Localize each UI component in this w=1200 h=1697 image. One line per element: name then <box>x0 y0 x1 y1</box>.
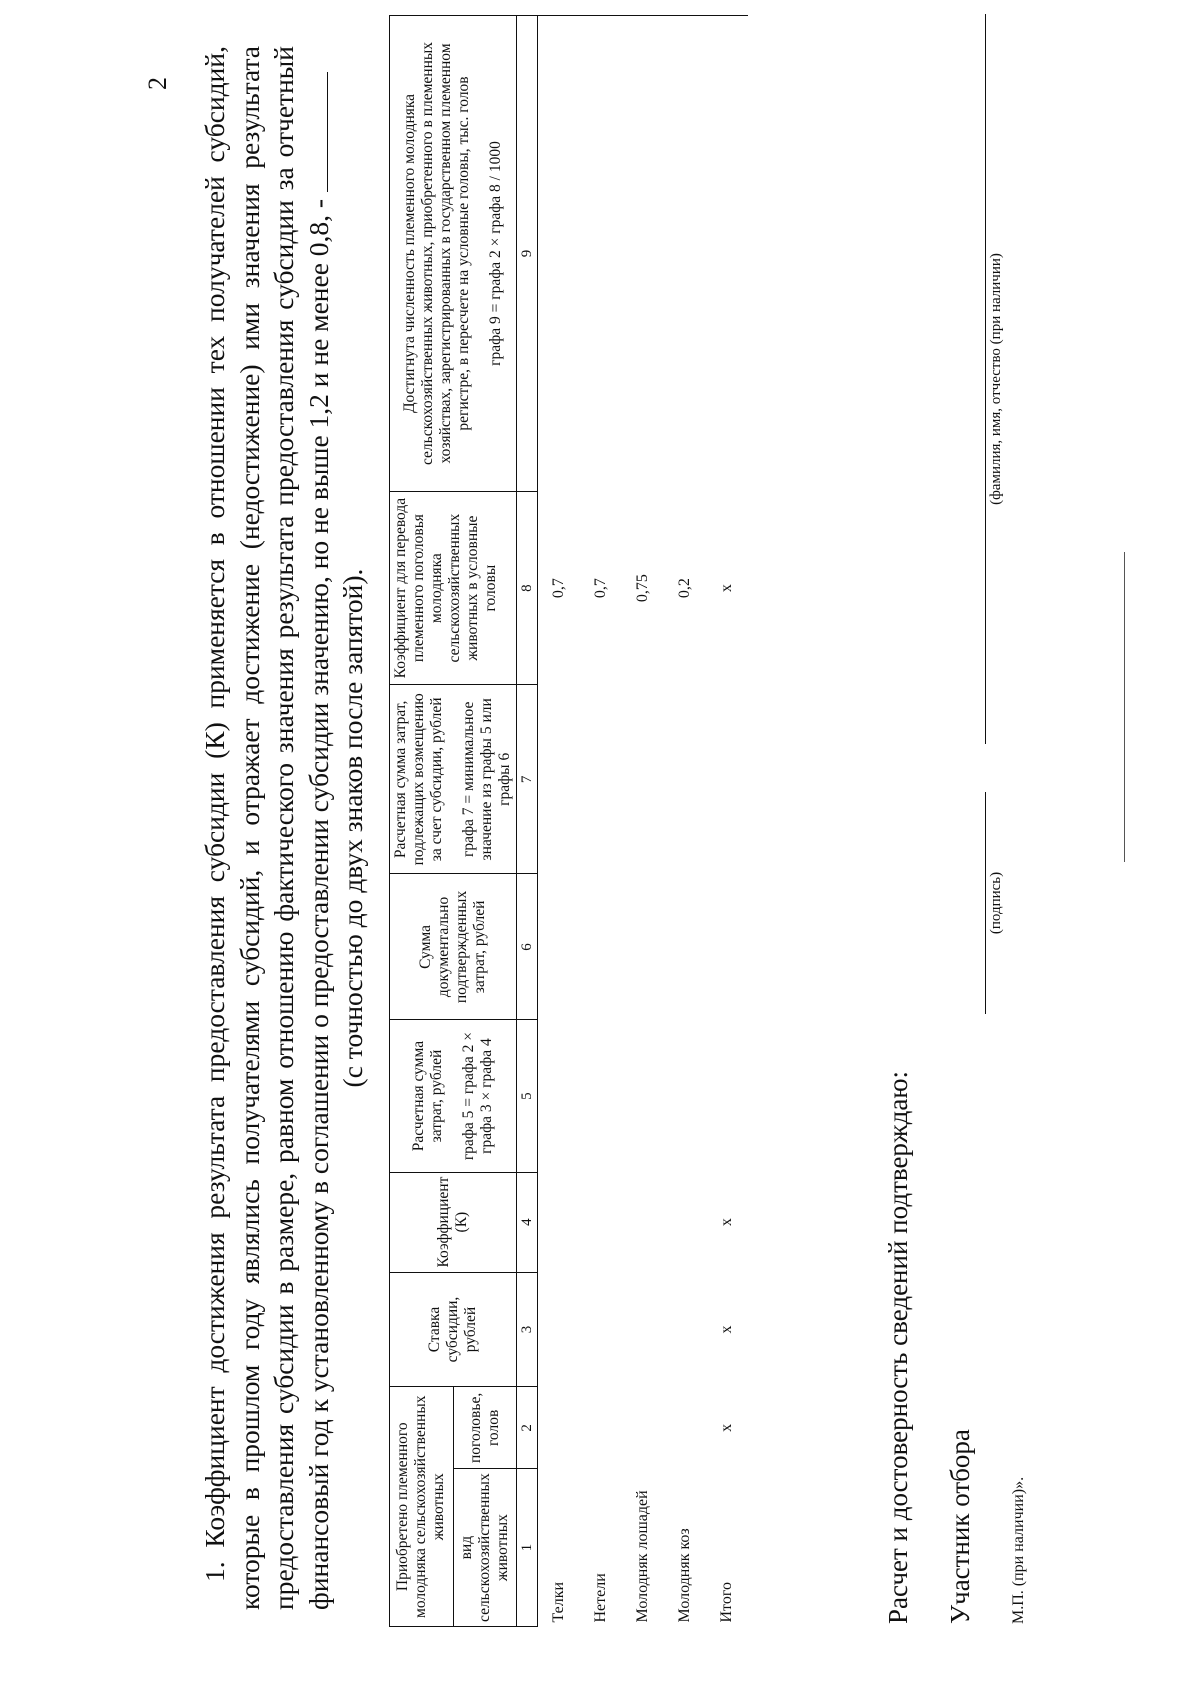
name-label: (фамилия, имя, отчество (при наличии) <box>988 253 1004 505</box>
row-coefficient <box>622 1172 664 1272</box>
table-row-total <box>706 16 748 1627</box>
row-coefficient <box>664 1172 706 1272</box>
header-documented-costs: Сумма документально подтвержденных затрат, рублей <box>390 874 517 1020</box>
column-number: 3 <box>517 1272 538 1387</box>
column-number: 4 <box>517 1172 538 1272</box>
row-coefficient <box>538 1172 581 1272</box>
column-number: 1 <box>517 1469 538 1627</box>
row-head-count: x <box>718 1423 735 1432</box>
calculation-table <box>389 15 748 1627</box>
header-coefficient: Коэффициент (К) <box>390 1172 517 1272</box>
table-row <box>664 16 706 1627</box>
header-achieved-number <box>390 16 517 492</box>
header-achieved-number-formula: графа 9 = графа 2 × графа 8 / 1000 <box>487 141 504 366</box>
header-reimbursable-costs-formula: графа 7 = минимальное значение из графы 5 или графы 6 <box>460 698 513 861</box>
precision-note: (с точностью до двух знаков после запятой). <box>337 568 368 1088</box>
header-subsidy-rate: Ставка субсидии, рублей <box>390 1272 517 1387</box>
row-coefficient: x <box>718 1218 735 1227</box>
row-head-count <box>580 1387 622 1469</box>
row-animal-name: Молодняк лошадей <box>634 1490 651 1623</box>
row-subsidy-rate <box>622 1272 664 1387</box>
column-number: 6 <box>517 874 538 1020</box>
row-animal-name: Телки <box>550 1581 567 1623</box>
header-reimbursable-costs-label: Расчетная сумма затрат, подлежащих возмещению за счет субсидии, рублей <box>392 693 445 866</box>
row-subsidy-rate: x <box>718 1325 735 1334</box>
column-number-row <box>517 16 538 1627</box>
coefficient-paragraph <box>198 46 371 1610</box>
row-conversion-coefficient: 0,7 <box>550 578 567 599</box>
row-subsidy-rate <box>538 1272 581 1387</box>
page-number: 2 <box>143 77 172 90</box>
header-achieved-number-label: Достигнута численность племенного молодняка сельскохозяйственных животных, приобретенного в племенных хозяйствах, зарегистрированных в государственном племенном регистре, в пересчете на условные головы, тыс. голов <box>401 41 472 466</box>
row-subsidy-rate <box>664 1272 706 1387</box>
header-estimated-costs <box>390 1020 517 1172</box>
signature-label: (подпись) <box>988 871 1004 935</box>
row-subsidy-rate <box>580 1272 622 1387</box>
row-conversion-coefficient: 0,7 <box>592 578 609 599</box>
row-head-count <box>664 1387 706 1469</box>
coefficient-blank <box>327 72 328 192</box>
paragraph-text: 1. Коэффициент достижения результата предоставления субсидии (К) применяется в отношении тех получателей субсидий, которые в прошлом году являлись получателями субсидий, и отражает достижение (недостижение) ими значения результата предоставления субсидии в размере, равном отношению фактического значения результата предоставления субсидии за отчетный финансовый год к установленному в соглашении о предоставлении субсидии значению, но не выше 1,2 и не менее 0,8, - <box>199 46 334 1610</box>
name-line <box>985 14 986 744</box>
confirmation-text: Расчет и достоверность сведений подтверждаю: <box>883 1071 913 1624</box>
table-row <box>622 16 664 1627</box>
stamp-label: М.П. (при наличии)». <box>1010 1476 1027 1624</box>
row-conversion-coefficient: x <box>718 584 735 593</box>
signature-line <box>985 792 986 1014</box>
table-row <box>538 16 581 1627</box>
row-animal-name: Итого <box>718 1582 735 1623</box>
row-coefficient <box>580 1172 622 1272</box>
table-row <box>580 16 622 1627</box>
scan-artifact-line <box>1124 552 1125 862</box>
column-number: 8 <box>517 491 538 684</box>
row-conversion-coefficient: 0,75 <box>634 574 651 603</box>
header-head-count: поголовье, голов <box>453 1387 517 1469</box>
header-estimated-costs-label: Расчетная сумма затрат, рублей <box>410 1040 445 1152</box>
row-head-count <box>538 1387 581 1469</box>
header-conversion-coefficient: Коэффициент для перевода племенного поголовья молодняка сельскохозяйственных животных в условные головы <box>390 491 517 684</box>
column-number: 2 <box>517 1387 538 1469</box>
header-reimbursable-costs <box>390 685 517 874</box>
participant-label: Участник отбора <box>945 1429 975 1624</box>
row-conversion-coefficient: 0,2 <box>676 578 693 599</box>
column-number: 5 <box>517 1020 538 1172</box>
header-animal-type: вид сельскохозяйственных животных <box>453 1469 517 1627</box>
header-estimated-costs-formula: графа 5 = графа 2 × графа 3 × графа 4 <box>460 1031 495 1161</box>
column-number: 7 <box>517 685 538 874</box>
column-number: 9 <box>517 16 538 492</box>
row-head-count <box>622 1387 664 1469</box>
header-acquired-group: Приобретено племенного молодняка сельскохозяйственных животных <box>390 1387 454 1627</box>
row-animal-name: Нетели <box>592 1573 609 1623</box>
row-animal-name: Молодняк коз <box>676 1528 693 1623</box>
